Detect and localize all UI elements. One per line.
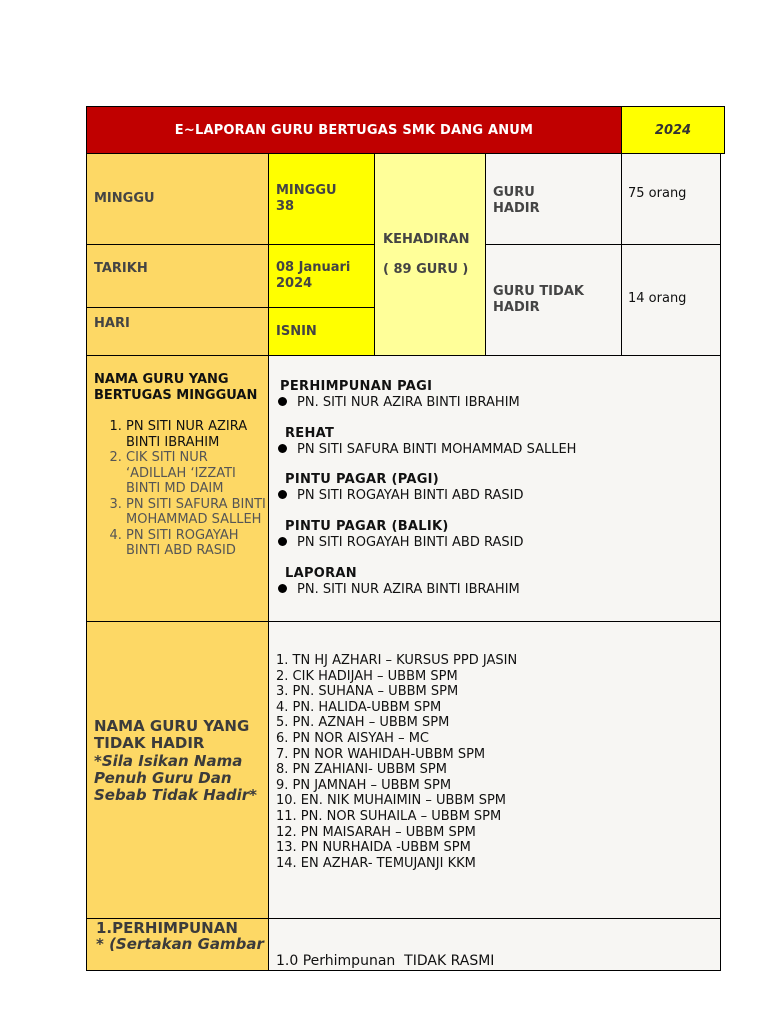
- absent-item: 1. TN HJ AZHARI – KURSUS PPD JASIN: [276, 653, 518, 668]
- absent-item: 6. PN NOR AISYAH – MC: [276, 730, 429, 746]
- absent-item: 11. PN. NOR SUHAILA – UBBM SPM: [276, 808, 502, 824]
- assignment-name: PN SITI ROGAYAH BINTI ABD RASID: [297, 535, 524, 550]
- duty-teacher: 1. PN SITI NUR AZIRA BINTI IBRAHIM: [126, 419, 269, 450]
- absent-item: 13. PN NURHAIDA -UBBM SPM: [276, 840, 471, 856]
- duty-teacher-list: [94, 419, 269, 559]
- minggu-label-cell: [86, 153, 269, 245]
- assignment-title-perhimpunan: PERHIMPUNAN PAGI: [280, 379, 433, 394]
- assignment-name: PN SITI ROGAYAH BINTI ABD RASID: [297, 488, 524, 503]
- bullet-icon: [278, 397, 287, 406]
- assembly-heading: 1.PERHIMPUNAN: [96, 919, 238, 937]
- tarikh-label-cell: [86, 244, 269, 308]
- assignment-name: PN. SITI NUR AZIRA BINTI IBRAHIM: [297, 582, 520, 597]
- duty-label-cell: [86, 355, 269, 622]
- absent-item: 12. PN MAISARAH – UBBM SPM: [276, 824, 476, 840]
- assignment-row: [278, 442, 576, 457]
- bullet-icon: [278, 537, 287, 546]
- tarikh-label: TARIKH: [94, 261, 148, 276]
- absent-note: *Sila Isikan Nama Penuh Guru Dan Sebab Tidak Hadir*: [94, 752, 258, 804]
- kehadiran-total: ( 89 GURU ): [383, 262, 469, 277]
- assignment-row: [278, 582, 520, 597]
- kehadiran-cell: [374, 153, 486, 356]
- tarikh-value-cell: [268, 244, 375, 308]
- kehadiran-label: KEHADIRAN: [383, 232, 470, 247]
- hari-label: HARI: [94, 316, 130, 331]
- duty-teacher: 2. CIK SITI NUR ‘ADILLAH ‘IZZATI BINTI MD DAIM: [126, 450, 269, 497]
- assembly-value: 1.0 Perhimpunan TIDAK RASMI: [276, 953, 495, 969]
- year-cell: [621, 106, 725, 154]
- absent-item: 8. PN ZAHIANI- UBBM SPM: [276, 762, 447, 778]
- minggu-value-cell: [268, 153, 375, 245]
- minggu-label: MINGGU: [94, 191, 155, 206]
- duty-teacher-list-wrap: [94, 419, 269, 559]
- absent-item: 9. PN JAMNAH – UBBM SPM: [276, 777, 452, 793]
- assignment-row: [278, 395, 520, 410]
- assignment-title-pintu-balik: PINTU PAGAR (BALIK): [285, 519, 449, 534]
- duty-teacher: 3. PN SITI SAFURA BINTI MOHAMMAD SALLEH: [126, 497, 269, 528]
- absent-item: 14. EN AZHAR- TEMUJANJI KKM: [276, 855, 476, 871]
- assignment-name: PN. SITI NUR AZIRA BINTI IBRAHIM: [297, 395, 520, 410]
- absent-item: 7. PN NOR WAHIDAH-UBBM SPM: [276, 746, 486, 762]
- absent-item: 4. PN. HALIDA-UBBM SPM: [276, 699, 442, 715]
- duty-assignments-cell: [268, 355, 721, 622]
- absent-list-cell: [268, 621, 721, 919]
- assignment-row: [278, 535, 523, 550]
- assignment-row: [278, 488, 523, 503]
- hari-value: ISNIN: [276, 324, 317, 339]
- absent-item: 10. EN. NIK MUHAIMIN – UBBM SPM: [276, 793, 507, 809]
- absent-label-cell: [86, 621, 269, 919]
- tidak-hadir-value: 14 orang: [628, 291, 687, 306]
- tarikh-value: 08 Januari 2024: [276, 260, 351, 291]
- assignment-title-laporan: LAPORAN: [285, 566, 357, 581]
- assembly-label-cell: [86, 918, 269, 971]
- bullet-icon: [278, 584, 287, 593]
- assembly-note: * (Sertakan Gambar: [96, 935, 264, 953]
- bullet-icon: [278, 490, 287, 499]
- assignment-title-pintu-pagi: PINTU PAGAR (PAGI): [285, 472, 440, 487]
- absent-list: [276, 653, 517, 871]
- report-title-cell: [86, 106, 622, 154]
- absent-item: 2. CIK HADIJAH – UBBM SPM: [276, 668, 458, 684]
- hari-label-cell: [86, 307, 269, 356]
- hadir-value-cell: [621, 153, 721, 245]
- hadir-label-cell: [485, 153, 622, 245]
- minggu-value: MINGGU 38: [276, 183, 337, 214]
- assignment-title-rehat: REHAT: [285, 426, 335, 441]
- tidak-hadir-value-cell: [621, 244, 721, 356]
- assignment-name: PN SITI SAFURA BINTI MOHAMMAD SALLEH: [297, 442, 577, 457]
- hadir-value: 75 orang: [628, 186, 687, 201]
- tidak-hadir-label: GURU TIDAK HADIR: [493, 284, 584, 315]
- tidak-hadir-label-cell: [485, 244, 622, 356]
- duty-heading: NAMA GURU YANG BERTUGAS MINGGUAN: [94, 372, 258, 403]
- report-title: E~LAPORAN GURU BERTUGAS SMK DANG ANUM: [174, 123, 534, 138]
- year-label: 2024: [654, 123, 692, 138]
- hadir-label: GURU HADIR: [493, 185, 540, 216]
- absent-item: 3. PN. SUHANA – UBBM SPM: [276, 684, 459, 700]
- bullet-icon: [278, 444, 287, 453]
- hari-value-cell: [268, 307, 375, 356]
- duty-teacher: 4. PN SITI ROGAYAH BINTI ABD RASID: [126, 528, 269, 559]
- assembly-value-cell: [268, 918, 721, 971]
- absent-heading: NAMA GURU YANG TIDAK HADIR: [94, 717, 250, 752]
- absent-item: 5. PN. AZNAH – UBBM SPM: [276, 715, 450, 731]
